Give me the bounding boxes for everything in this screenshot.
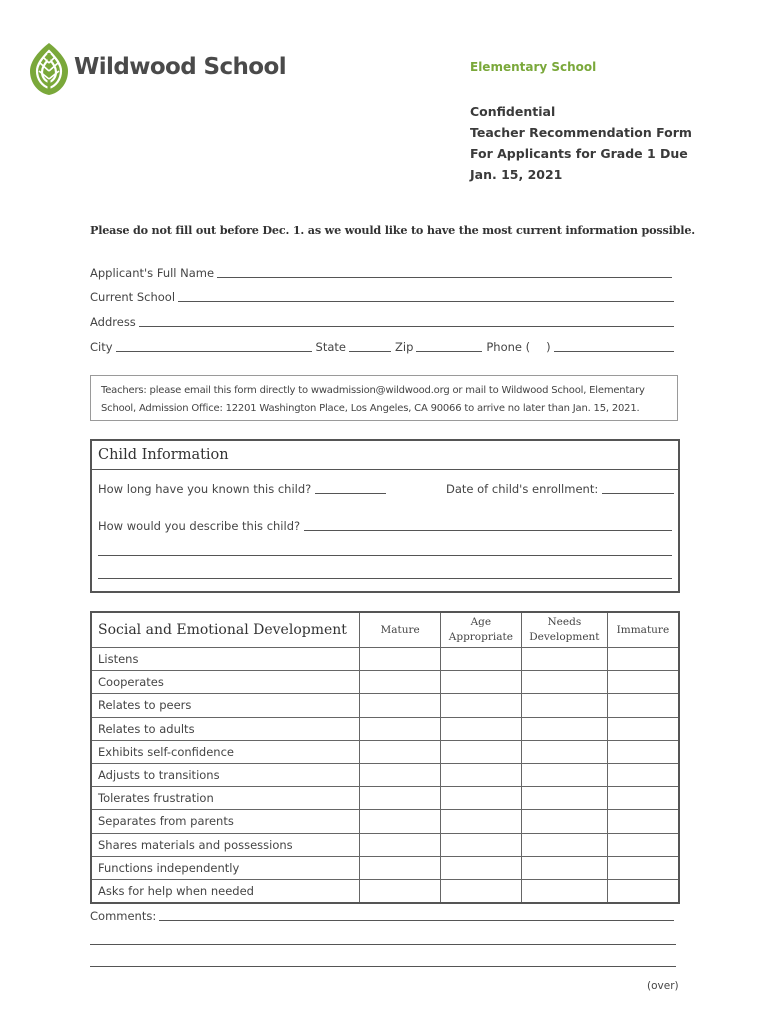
rating-cell[interactable] bbox=[360, 856, 440, 879]
table-row bbox=[91, 717, 679, 740]
rating-cell[interactable] bbox=[521, 694, 607, 717]
rating-cell[interactable] bbox=[607, 879, 679, 903]
wildwood-leaf-logo-icon bbox=[28, 41, 70, 97]
row-label: Listens bbox=[91, 648, 360, 671]
phone-label: Phone ( bbox=[486, 340, 531, 354]
rating-cell[interactable] bbox=[440, 671, 521, 694]
zip-line[interactable] bbox=[416, 350, 482, 352]
describe-child-line-3[interactable] bbox=[98, 577, 672, 579]
column-header-mature: Mature bbox=[360, 612, 440, 648]
table-row bbox=[91, 810, 679, 833]
row-label: Separates from parents bbox=[91, 810, 360, 833]
notice-text: Please do not fill out before Dec. 1. as we would like to have the most current information possible. bbox=[90, 223, 695, 237]
rating-cell[interactable] bbox=[360, 694, 440, 717]
zip-label: Zip bbox=[395, 340, 414, 354]
rating-cell[interactable] bbox=[440, 787, 521, 810]
describe-child-line-2[interactable] bbox=[98, 554, 672, 556]
rating-cell[interactable] bbox=[607, 787, 679, 810]
enrollment-date-field[interactable] bbox=[446, 482, 674, 496]
state-label: State bbox=[315, 340, 346, 354]
rating-cell[interactable] bbox=[521, 879, 607, 903]
comments-line-3[interactable] bbox=[90, 965, 676, 967]
rating-cell[interactable] bbox=[521, 740, 607, 763]
row-label: Cooperates bbox=[91, 671, 360, 694]
rating-cell[interactable] bbox=[607, 648, 679, 671]
row-label: Relates to peers bbox=[91, 694, 360, 717]
rating-cell[interactable] bbox=[521, 717, 607, 740]
current-school-label: Current School bbox=[90, 290, 176, 304]
child-information-section bbox=[90, 439, 680, 593]
comments-line-2[interactable] bbox=[90, 943, 676, 945]
column-header-immature: Immature bbox=[607, 612, 679, 648]
comments-label: Comments: bbox=[90, 909, 157, 923]
table-row bbox=[91, 694, 679, 717]
form-title-block bbox=[470, 101, 692, 185]
address-label: Address bbox=[90, 315, 136, 329]
rating-cell[interactable] bbox=[440, 717, 521, 740]
city-state-zip-phone-row bbox=[90, 340, 676, 354]
known-child-label: How long have you known this child? bbox=[98, 482, 312, 496]
table-row bbox=[91, 671, 679, 694]
rating-cell[interactable] bbox=[607, 717, 679, 740]
known-child-field[interactable] bbox=[98, 482, 386, 496]
table-row bbox=[91, 763, 679, 786]
rating-cell[interactable] bbox=[521, 763, 607, 786]
rating-cell[interactable] bbox=[521, 648, 607, 671]
logo-wordmark: Wildwood School bbox=[74, 54, 286, 80]
rating-cell[interactable] bbox=[360, 810, 440, 833]
comments-field[interactable] bbox=[90, 909, 676, 923]
rating-cell[interactable] bbox=[607, 833, 679, 856]
row-label: Asks for help when needed bbox=[91, 879, 360, 903]
enrollment-date-label: Date of child's enrollment: bbox=[446, 482, 599, 496]
rating-cell[interactable] bbox=[440, 694, 521, 717]
table-row bbox=[91, 856, 679, 879]
form-title-line: Teacher Recommendation Form bbox=[470, 125, 692, 140]
rating-cell[interactable] bbox=[440, 763, 521, 786]
social-emotional-table bbox=[90, 611, 680, 904]
rating-cell[interactable] bbox=[440, 833, 521, 856]
address-line[interactable] bbox=[139, 325, 674, 327]
teacher-instructions-box: Teachers: please email this form directly to wwadmission@wildwood.org or mail to Wildwood School, Elementary School, Admission Office: 12201 Washington Place, Los Angeles, CA 90066 to arrive no later than Jan. 15, 2021. bbox=[90, 375, 678, 421]
describe-child-label: How would you describe this child? bbox=[98, 519, 301, 533]
rating-cell[interactable] bbox=[360, 787, 440, 810]
city-label: City bbox=[90, 340, 113, 354]
rating-cell[interactable] bbox=[521, 671, 607, 694]
phone-close-paren: ) bbox=[546, 340, 551, 354]
row-label: Relates to adults bbox=[91, 717, 360, 740]
rating-cell[interactable] bbox=[607, 694, 679, 717]
rating-cell[interactable] bbox=[607, 763, 679, 786]
rating-cell[interactable] bbox=[360, 648, 440, 671]
rating-cell[interactable] bbox=[360, 740, 440, 763]
rating-cell[interactable] bbox=[607, 740, 679, 763]
current-school-field[interactable] bbox=[90, 290, 676, 304]
form-title-line: Confidential bbox=[470, 104, 556, 119]
rating-cell[interactable] bbox=[440, 810, 521, 833]
rating-cell[interactable] bbox=[440, 648, 521, 671]
phone-line[interactable] bbox=[554, 350, 674, 352]
comments-line[interactable] bbox=[159, 919, 674, 921]
rating-cell[interactable] bbox=[440, 879, 521, 903]
enrollment-date-line[interactable] bbox=[602, 492, 674, 494]
form-title-line: For Applicants for Grade 1 Due bbox=[470, 146, 688, 161]
table-row bbox=[91, 833, 679, 856]
rating-cell[interactable] bbox=[440, 856, 521, 879]
table-row bbox=[91, 648, 679, 671]
rating-cell[interactable] bbox=[521, 810, 607, 833]
rating-cell[interactable] bbox=[360, 671, 440, 694]
state-line[interactable] bbox=[349, 350, 391, 352]
school-division-label: Elementary School bbox=[470, 60, 597, 74]
rating-cell[interactable] bbox=[521, 787, 607, 810]
form-title-line: Jan. 15, 2021 bbox=[470, 167, 563, 182]
child-information-title: Child Information bbox=[98, 447, 229, 463]
rating-cell[interactable] bbox=[607, 810, 679, 833]
describe-child-field[interactable] bbox=[98, 519, 672, 533]
child-information-header bbox=[92, 441, 678, 470]
table-row bbox=[91, 879, 679, 903]
applicant-name-label: Applicant's Full Name bbox=[90, 266, 215, 280]
rating-cell[interactable] bbox=[440, 740, 521, 763]
row-label: Tolerates frustration bbox=[91, 787, 360, 810]
row-label: Functions independently bbox=[91, 856, 360, 879]
rating-cell[interactable] bbox=[607, 856, 679, 879]
rating-cell[interactable] bbox=[360, 879, 440, 903]
column-header-age-appropriate: Age Appropriate bbox=[440, 612, 521, 648]
applicant-name-field[interactable] bbox=[90, 266, 674, 280]
row-label: Exhibits self-confidence bbox=[91, 740, 360, 763]
table-row bbox=[91, 740, 679, 763]
applicant-name-line[interactable] bbox=[217, 276, 672, 278]
address-field[interactable] bbox=[90, 315, 676, 329]
column-header-needs-development: Needs Development bbox=[521, 612, 607, 648]
current-school-line[interactable] bbox=[178, 300, 674, 302]
rating-cell[interactable] bbox=[521, 833, 607, 856]
row-label: Shares materials and possessions bbox=[91, 833, 360, 856]
rating-cell[interactable] bbox=[521, 856, 607, 879]
row-label: Adjusts to transitions bbox=[91, 763, 360, 786]
rating-cell[interactable] bbox=[360, 763, 440, 786]
city-line[interactable] bbox=[116, 350, 312, 352]
rating-cell[interactable] bbox=[360, 717, 440, 740]
social-emotional-title: Social and Emotional Development bbox=[91, 612, 360, 648]
describe-child-line[interactable] bbox=[304, 529, 672, 531]
rating-cell[interactable] bbox=[360, 833, 440, 856]
over-page-indicator: (over) bbox=[647, 980, 679, 992]
known-child-line[interactable] bbox=[315, 492, 386, 494]
table-row bbox=[91, 787, 679, 810]
table-header-row bbox=[91, 612, 679, 648]
rating-cell[interactable] bbox=[607, 671, 679, 694]
